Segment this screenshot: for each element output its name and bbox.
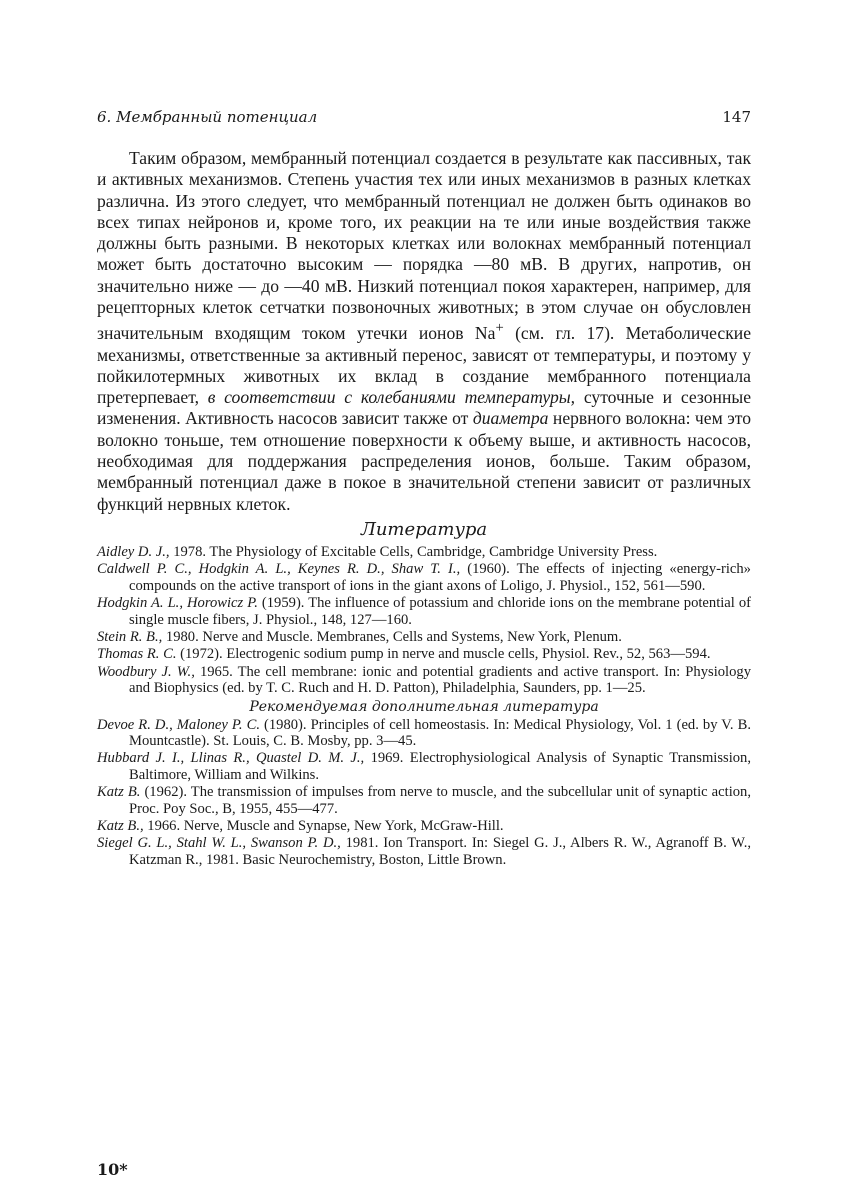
reference-authors: Stein R. B., <box>97 628 163 645</box>
reference-item <box>97 750 751 783</box>
reference-item <box>97 629 751 645</box>
page <box>97 108 751 869</box>
reference-authors: Hubbard J. I., Llinas R., Quastel D. M. J., <box>97 750 365 767</box>
superscript: + <box>495 320 504 337</box>
reference-text: 1981. Ion Transport. In: Siegel G. J., Albers R. W., Agranoff B. W., Katzman R., 1981. Basic Neurochemistry, Boston, Little Brown. <box>129 835 751 868</box>
reference-authors: Katz B. <box>97 784 141 801</box>
reference-item <box>97 717 751 750</box>
recommended-list <box>97 717 751 869</box>
reference-authors: Woodbury J. W., <box>97 663 195 680</box>
reference-item <box>97 664 751 697</box>
reference-item <box>97 561 751 594</box>
reference-text: 1980. Nerve and Muscle. Membranes, Cells and Systems, New York, Plenum. <box>162 628 622 645</box>
signature-mark: 10* <box>97 1160 128 1179</box>
reference-text: 1969. Electrophysiological Analysis of Synaptic Transmission, Baltimore, William and Wilkins. <box>129 750 751 783</box>
text-run: Таким образом, мембранный потенциал создается в результате как пассивных, так и активных механизмов. Степень участия тех или иных механизмов в разных клетках различна. Из этого следует, что мембранный потенциал не должен быть одинаков во всех типах нейронов и, кроме того, их реакции на те или иные воздействия также должны быть разными. В некоторых клетках или волокнах мембранный потенциал может быть достаточно высоким — порядка —80 мВ. В других, напротив, он значительно ниже — до —40 мВ. Низкий потенциал покоя характерен, например, для рецепторных клеток сетчатки позвоночных животных; в этом случае он обусловлен значительным входящим током утечки ионов Na <box>97 148 751 344</box>
reference-text: 1966. Nerve, Muscle and Synapse, New York, McGraw-Hill. <box>143 818 504 834</box>
literature-list <box>97 544 751 697</box>
reference-authors: Siegel G. L., Stahl W. L., Swanson P. D., <box>97 835 341 852</box>
paragraph-content <box>97 148 751 515</box>
italic-run: в соответствии с колебаниями температуры, <box>207 387 576 408</box>
reference-text: (1962). The transmission of impulses from nerve to muscle, and the subcellular unit of synaptic action, Proc. Poy Soc., B, 1955, 455—477. <box>129 784 751 817</box>
page-number: 147 <box>722 108 751 126</box>
reference-authors: Aidley D. J., <box>97 543 170 560</box>
reference-text: (1960). The effects of injecting «energy-rich» compounds on the active transport of ions in the giant axons of Loligo, J. Physiol., 152, 561—590. <box>129 561 751 594</box>
reference-text: (1959). The influence of potassium and chloride ions on the membrane potential of single muscle fibers, J. Physiol., 148, 127—160. <box>129 595 751 628</box>
text-run: (см. гл. 17). Метаболические механизмы, ответственные за активный перенос, зависят от температуры, и поэтому у пойкилотермных животных их вклад в создание мембранного потенциала претерпевает, <box>97 323 751 408</box>
reference-text: (1980). Principles of cell homeostasis. In: Medical Physiology, Vol. 1 (ed. by V. B. Mountcastle). St. Louis, C. B. Mosby, pp. 3—45. <box>129 716 751 749</box>
reference-text: (1972). Electrogenic sodium pump in nerve and muscle cells, Physiol. Rev., 52, 563—594. <box>176 646 711 663</box>
running-head <box>97 108 751 126</box>
reference-authors: Katz B., <box>97 818 144 834</box>
text-run: суточные и сезонные изменения. Активность насосов зависит также от <box>97 387 751 429</box>
text-run: нервного волокна: чем это волокно тоньше, тем отношение поверхности к объему выше, и активность насосов, необходимая для поддержания распределения ионов, больше. Таким образом, мембранный потенциал даже в покое в значительной степени зависит от различных функций нервных клеток. <box>97 408 751 514</box>
reference-item <box>97 835 751 868</box>
reference-authors: Devoe R. D., Maloney P. C. <box>97 716 260 733</box>
reference-item <box>97 784 751 817</box>
italic-run: диаметра <box>472 408 549 429</box>
recommended-heading: Рекомендуемая дополнительная литература <box>249 698 599 715</box>
reference-authors: Caldwell P. C., Hodgkin A. L., Keynes R. D., Shaw T. I., <box>97 561 461 578</box>
reference-authors: Thomas R. C. <box>97 646 177 663</box>
literature-heading: Литература <box>360 518 488 540</box>
reference-item <box>97 544 751 560</box>
reference-text: 1965. The cell membrane: ionic and potential gradients and active transport. In: Physiology and Biophysics (ed. by T. C. Ruch and H. D. Patton), Philadelphia, Saunders, pp. 1—25. <box>129 663 751 697</box>
reference-authors: Hodgkin A. L., Horowicz P. <box>97 595 258 612</box>
reference-item <box>97 595 751 628</box>
reference-text: 1978. The Physiology of Excitable Cells, Cambridge, Cambridge University Press. <box>169 543 658 560</box>
section-title: 6. Мембранный потенциал <box>97 108 318 126</box>
reference-item <box>97 646 751 662</box>
body-paragraph <box>97 148 751 515</box>
reference-item <box>97 818 751 834</box>
